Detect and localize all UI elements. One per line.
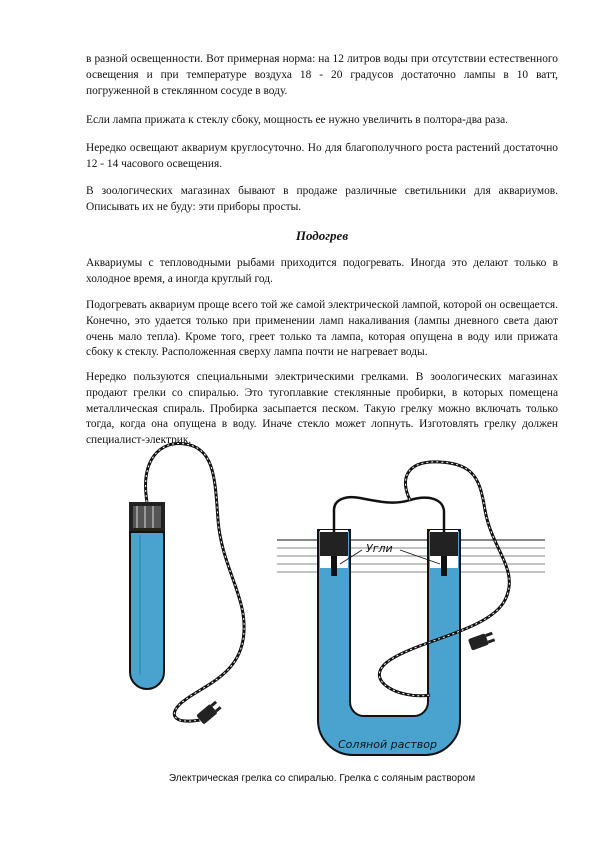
paragraph-heaters: Нередко пользуются специальными электрическими грелками. В зоологических магазинах продают грелки со спиралью. Это тугоплавкие стеклянные пробирки, в которых помещена металлическая спираль. Пробирка засыпается песком. Такую грелку можно включать только тогда, когда она опущена в воду. Иначе стекло может лопнуть. Изготовлять грелку должен специалист-электрик. [86,371,558,447]
figure-caption: Электрическая грелка со спиралью. Грелка с соляным раствором [168,773,476,784]
paragraph-lamp-side: Если лампа прижата к стеклу сбоку, мощность ее нужно увеличить в полтора-два раза. [86,114,508,126]
paragraph-heating-intro: Аквариумы с тепловодными рыбами приходится подогревать. Иногда это делают только в холодное время, а иногда круглый год. [86,257,558,285]
paragraph-heating-lamp: Подогревать аквариум проще всего той же самой электрической лампой, которой он освещается. Конечно, это удается только при применении ламп накаливания (лампы дневного света дают очень мало тепла). Кроме того, греет только та лампа, которая опущена в воду или прижата сбоку к стеклу. Расположенная сверху лампа почти не нагревает воды. [86,299,558,359]
paragraph-shop-lamps: В зоологических магазинах бывают в продаже различные светильники для аквариумов. Описывать их не буду: эти приборы просты. [86,185,558,213]
label-salt-solution: Соляной раствор [338,738,437,751]
heater-illustration [0,440,600,770]
tube-heater-figure [129,443,244,724]
section-heading-heating: Подогрев [295,228,349,243]
paragraph-lighting-norm: в разной освещенности. Вот примерная норма: на 12 литров воды при отсутствии естественного освещения и при температуре воздуха 18 - 20 градусов достаточно лампы в 10 ватт, погруженной в стеклянном сосуде в воду. [86,53,558,97]
u-tube-heater-figure [277,462,545,755]
paragraph-lighting-hours: Нередко освещают аквариум круглосуточно. Но для благополучного роста растений достаточно 12 - 14 часового освещения. [86,142,558,170]
label-electrodes: Угли [366,542,393,555]
